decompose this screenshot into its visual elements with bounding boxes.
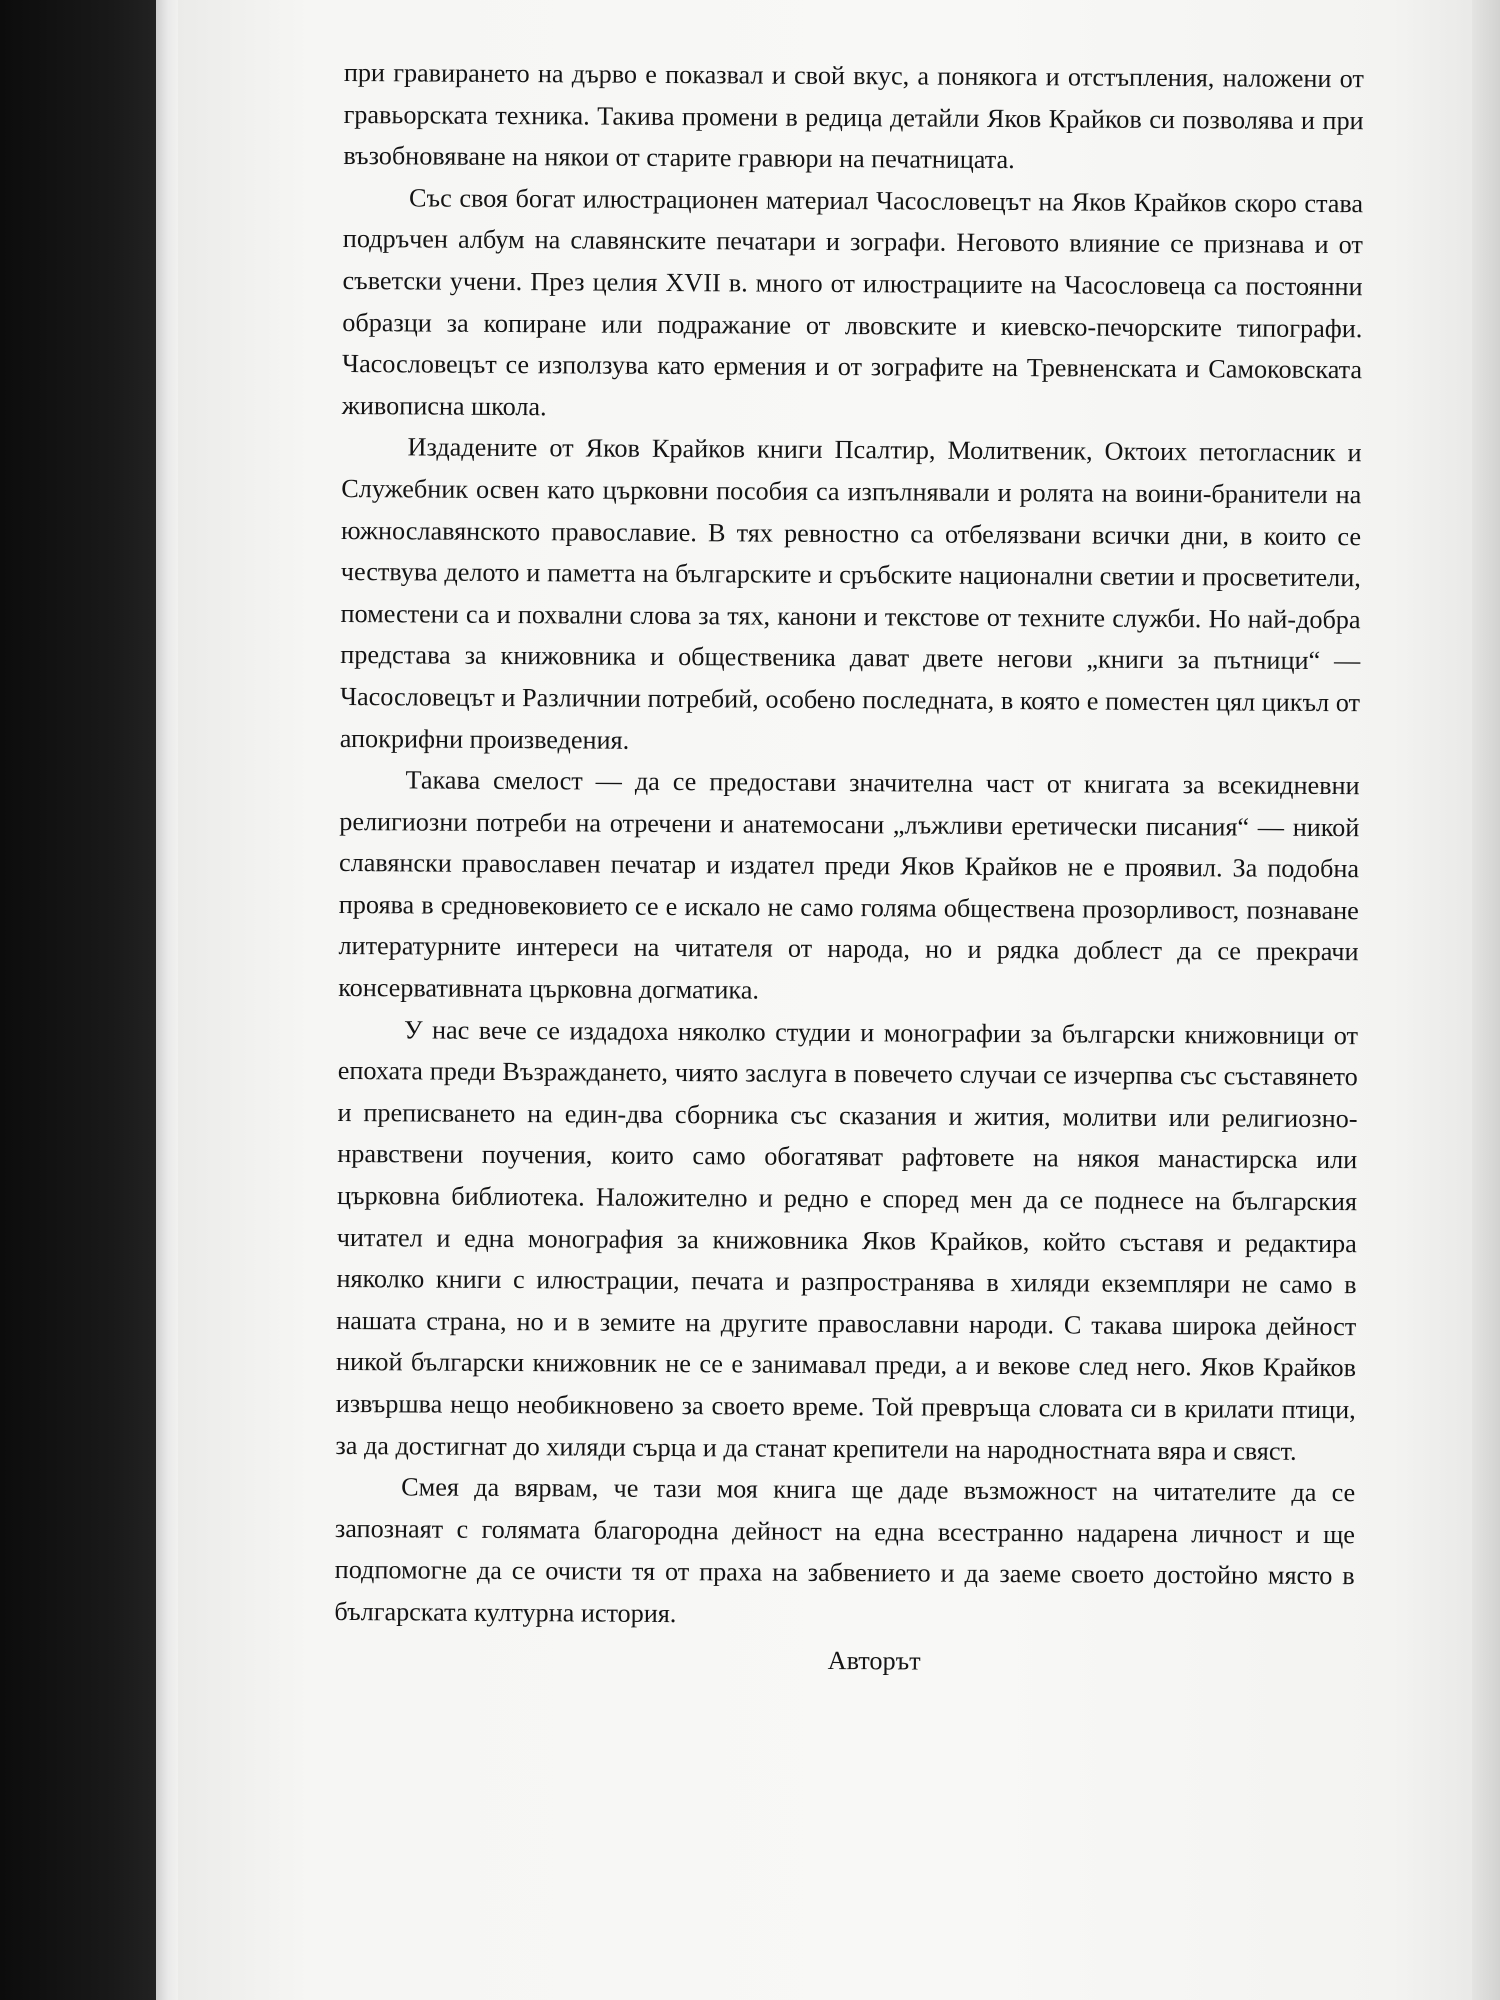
paragraph-closing: Смея да вярвам, че тази моя книга ще даде възможност на читателите да се запознаят с голямата благородна дейност на една всестранно надарена личност и ще подпомогне да се очисти тя от праха на забвението и да заеме своето достойно място в българската културна история. bbox=[334, 1472, 1356, 1629]
paragraph-published-books: Издадените от Яков Крайков книги Псалтир, Молитвеник, Октоих петогласник и Служебник освен като църковни пособия са изпълнявали и ролята на воини-бранители на южнославянското православие. В тях ревностно са отбелязвани всички дни, в които се чествува делото и паметта на българските и сръбските национални светии и просветители, поместени са и похвални слова за тях, канони и текстове от техните служби. Но най-добра представа за книжовника и общественика дават двете негови „книги за пътници“ — Часословецът и Различнии потребий, особено последната, в която е поместен цял цикъл от апокрифни произведения. bbox=[339, 432, 1362, 755]
paragraph-horologion: Със своя богат илюстрационен материал Часословецът на Яков Крайков скоро става подръчен албум на славянските печатари и зографи. Неговото влияние се признава и от съветски учени. През целия XVII в. много от илюстрациите на Часословеца са постоянни образци за копиране или подражание от лвовските и киевско-печорските типографи. Часословецът се използува като ермения и от зографите на Тревненската и Самоковската живописна школа. bbox=[341, 183, 1364, 421]
paragraph-continuation: при гравирането на дърво е показвал и свой вкус, а понякога и отстъпления, наложени от гравьорската техника. Такива промени в редица детайли Яков Крайков си позволява и при възобновяване на някои от старите гравюри на печатницата. bbox=[343, 57, 1364, 175]
paragraph-courage: Такава смелост — да се предостави значителна част от книгата за всекидневни религиозни потреби на отречени и анатемосани „лъжливи еретически писания“ — никой славянски православен печатар и издател преди Яков Крайков не е проявил. За подобна проява в средновековието се е искало не само голяма обществена прозорливост, познаване литературните интереси на читателя от народа, но и рядка доблест да се прекрачи консервативната църковна догматика. bbox=[338, 765, 1360, 1005]
page-right-margin bbox=[1472, 0, 1500, 2000]
author-signature: Авторът bbox=[827, 1645, 921, 1676]
paragraph-monographs: У нас вече се издадоха няколко студии и монографии за български книжовници от епохата преди Възраждането, чиято заслуга в повечето случаи се изчерпва със съставянето и преписването на един-два сборника със сказания и жития, молитви или религиозно-нравствени поучения, които само обогатяват рафтовете на някоя манастирска или църковна библиотека. Наложително и редно е според мен да се поднесе на българския читател и една монография за книжовника Яков Крайков, който съставя и редактира няколко книги с илюстрации, печата и разпространява в хиляди екземпляри не само в нашата страна, но и в земите на другите православни народи. С такава широка дейност никой български книжовник не се е занимавал преди, а и векове след него. Яков Крайков извършва нещо необикновено за своето време. Той превръща словата си в крилати птици, за да достигнат до хиляди сърца и да станат крепители на народностната вяра и свяст. bbox=[335, 1015, 1359, 1466]
book-cover-edge bbox=[0, 0, 160, 2000]
page-text-block bbox=[334, 52, 1364, 1684]
